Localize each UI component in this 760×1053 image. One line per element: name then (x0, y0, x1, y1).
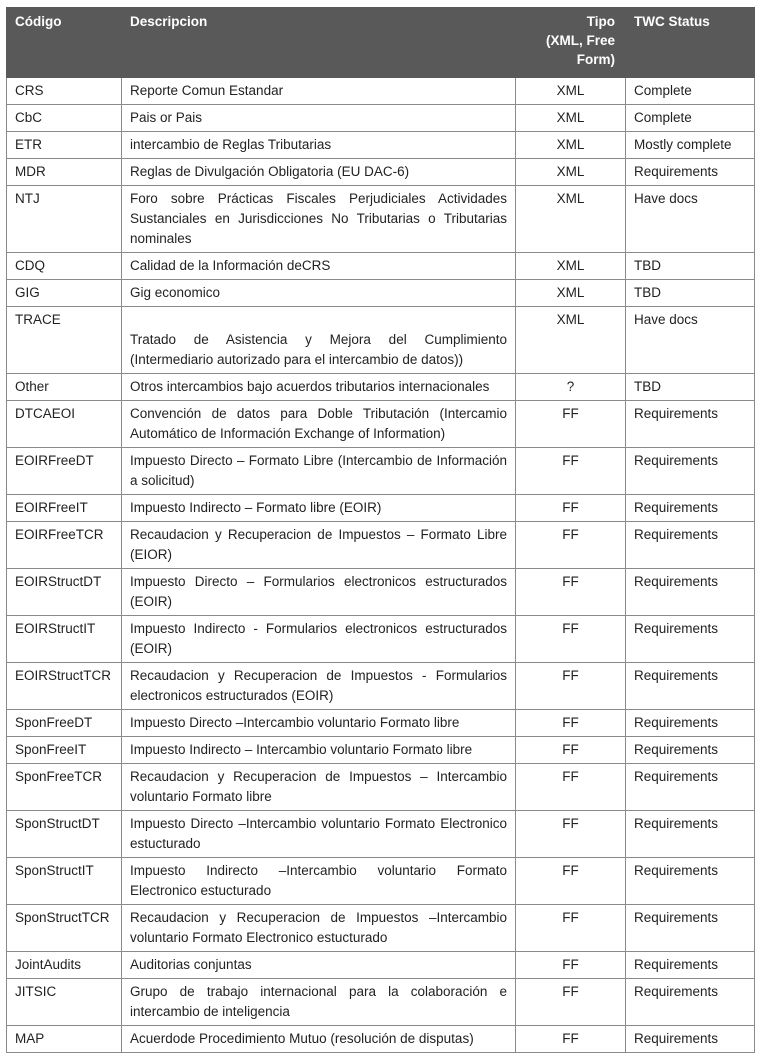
row-status: TBD (626, 253, 755, 280)
table-row (7, 280, 755, 307)
row-status: Requirements (626, 905, 755, 952)
row-type: FF (516, 811, 626, 858)
row-description: Convención de datos para Doble Tributación (Intercamio Automático de Información Exchange of Information) (122, 401, 516, 448)
row-description: Recaudacion y Recuperacion de Impuestos – Intercambio voluntario Formato libre (122, 764, 516, 811)
row-type: FF (516, 448, 626, 495)
table-row (7, 979, 755, 1026)
row-type: FF (516, 710, 626, 737)
row-code: SponStructDT (7, 811, 122, 858)
row-description: intercambio de Reglas Tributarias (122, 132, 516, 159)
row-description: Impuesto Directo –Intercambio voluntario Formato Electronico estucturado (122, 811, 516, 858)
header-row (7, 8, 755, 78)
row-type: FF (516, 401, 626, 448)
row-type: XML (516, 105, 626, 132)
row-code: JointAudits (7, 952, 122, 979)
row-description: Grupo de trabajo internacional para la colaboración e intercambio de inteligencia (122, 979, 516, 1026)
row-status: Requirements (626, 522, 755, 569)
row-code: SponStructIT (7, 858, 122, 905)
table-row (7, 569, 755, 616)
row-code: Other (7, 374, 122, 401)
row-description: Impuesto Indirecto – Formato libre (EOIR) (122, 495, 516, 522)
table-row (7, 307, 755, 374)
table-row (7, 663, 755, 710)
row-status: TBD (626, 280, 755, 307)
table-row (7, 616, 755, 663)
table-row (7, 495, 755, 522)
row-code: DTCAEOI (7, 401, 122, 448)
row-description: Foro sobre Prácticas Fiscales Perjudiciales Actividades Sustanciales en Jurisdicciones No Tributarias o Tributarias nominales (122, 186, 516, 253)
row-type: FF (516, 663, 626, 710)
row-description: Impuesto Directo – Formato Libre (Intercambio de Información a solicitud) (122, 448, 516, 495)
row-status: Have docs (626, 307, 755, 374)
table-row (7, 105, 755, 132)
row-status: Complete (626, 105, 755, 132)
table-header (7, 8, 755, 78)
row-type: XML (516, 159, 626, 186)
row-status: Requirements (626, 764, 755, 811)
table-row (7, 1026, 755, 1053)
table-row (7, 737, 755, 764)
row-description: Auditorias conjuntas (122, 952, 516, 979)
row-status: Requirements (626, 495, 755, 522)
row-status: Requirements (626, 952, 755, 979)
row-type: FF (516, 905, 626, 952)
row-description: Recaudacion y Recuperacion de Impuestos - Formularios electronicos estructurados (EOIR) (122, 663, 516, 710)
header-status: TWC Status (626, 8, 755, 78)
row-code: CDQ (7, 253, 122, 280)
row-code: SponStructTCR (7, 905, 122, 952)
row-status: Requirements (626, 737, 755, 764)
row-type: XML (516, 307, 626, 374)
table-row (7, 253, 755, 280)
row-status: Complete (626, 78, 755, 105)
row-type: FF (516, 858, 626, 905)
row-code: EOIRStructIT (7, 616, 122, 663)
row-type: XML (516, 253, 626, 280)
header-type-line1: Tipo (586, 14, 615, 29)
row-status: Mostly complete (626, 132, 755, 159)
row-code: SponFreeTCR (7, 764, 122, 811)
header-type-line2: (XML, Free (545, 33, 615, 48)
row-code: CRS (7, 78, 122, 105)
header-code: Código (7, 8, 122, 78)
row-type: XML (516, 78, 626, 105)
row-code: SponFreeIT (7, 737, 122, 764)
row-code: MDR (7, 159, 122, 186)
row-status: Requirements (626, 710, 755, 737)
row-status: Requirements (626, 811, 755, 858)
row-code: NTJ (7, 186, 122, 253)
row-status: Requirements (626, 569, 755, 616)
row-status: Requirements (626, 401, 755, 448)
row-code: JITSIC (7, 979, 122, 1026)
row-type: FF (516, 495, 626, 522)
row-code: MAP (7, 1026, 122, 1053)
row-type: FF (516, 952, 626, 979)
table-row (7, 811, 755, 858)
row-code: EOIRStructTCR (7, 663, 122, 710)
table-row (7, 764, 755, 811)
row-status: Requirements (626, 159, 755, 186)
row-type: XML (516, 132, 626, 159)
row-description: Acuerdode Procedimiento Mutuo (resolución de disputas) (122, 1026, 516, 1053)
row-code: EOIRFreeIT (7, 495, 122, 522)
row-description: Recaudacion y Recuperacion de Impuestos –Intercambio voluntario Formato Electronico estucturado (122, 905, 516, 952)
row-status: Requirements (626, 616, 755, 663)
table-row (7, 858, 755, 905)
table-row (7, 132, 755, 159)
row-status: Requirements (626, 448, 755, 495)
row-code: EOIRStructDT (7, 569, 122, 616)
table-row (7, 448, 755, 495)
row-type: FF (516, 1026, 626, 1053)
row-description: Recaudacion y Recuperacion de Impuestos – Formato Libre (EIOR) (122, 522, 516, 569)
table-row (7, 710, 755, 737)
row-status: Requirements (626, 979, 755, 1026)
row-description: Impuesto Directo – Formularios electronicos estructurados (EOIR) (122, 569, 516, 616)
row-description: Tratado de Asistencia y Mejora del Cumplimiento (Intermediario autorizado para el intercambio de datos)) (122, 307, 516, 374)
row-description: Reglas de Divulgación Obligatoria (EU DAC-6) (122, 159, 516, 186)
row-type: FF (516, 764, 626, 811)
row-type: ? (516, 374, 626, 401)
row-code: GIG (7, 280, 122, 307)
header-type-line3: Form) (576, 52, 615, 67)
table-row (7, 78, 755, 105)
row-type: FF (516, 522, 626, 569)
row-code: TRACE (7, 307, 122, 374)
row-status: Have docs (626, 186, 755, 253)
row-description: Calidad de la Información deCRS (122, 253, 516, 280)
row-type: XML (516, 186, 626, 253)
row-code: SponFreeDT (7, 710, 122, 737)
table-body (7, 78, 755, 1053)
row-description: Otros intercambios bajo acuerdos tributarios internacionales (122, 374, 516, 401)
table-row (7, 905, 755, 952)
row-type: FF (516, 737, 626, 764)
row-type: FF (516, 979, 626, 1026)
table-row (7, 186, 755, 253)
row-status: Requirements (626, 858, 755, 905)
row-description: Gig economico (122, 280, 516, 307)
row-type: FF (516, 569, 626, 616)
row-code: ETR (7, 132, 122, 159)
row-code: EOIRFreeDT (7, 448, 122, 495)
row-type: FF (516, 616, 626, 663)
header-description: Descripcion (122, 8, 516, 78)
row-code: EOIRFreeTCR (7, 522, 122, 569)
table-row (7, 401, 755, 448)
row-description: Pais or Pais (122, 105, 516, 132)
exchange-types-table (6, 7, 755, 1053)
row-description: Impuesto Indirecto –Intercambio voluntario Formato Electronico estucturado (122, 858, 516, 905)
row-status: TBD (626, 374, 755, 401)
row-status: Requirements (626, 663, 755, 710)
row-type: XML (516, 280, 626, 307)
row-description: Impuesto Directo –Intercambio voluntario Formato libre (122, 710, 516, 737)
row-description: Impuesto Indirecto - Formularios electronicos estructurados (EOIR) (122, 616, 516, 663)
row-description: Impuesto Indirecto – Intercambio voluntario Formato libre (122, 737, 516, 764)
row-code: CbC (7, 105, 122, 132)
row-description: Reporte Comun Estandar (122, 78, 516, 105)
table-row (7, 952, 755, 979)
row-status: Requirements (626, 1026, 755, 1053)
header-type (516, 8, 626, 78)
table-row (7, 374, 755, 401)
table-row (7, 522, 755, 569)
table-row (7, 159, 755, 186)
